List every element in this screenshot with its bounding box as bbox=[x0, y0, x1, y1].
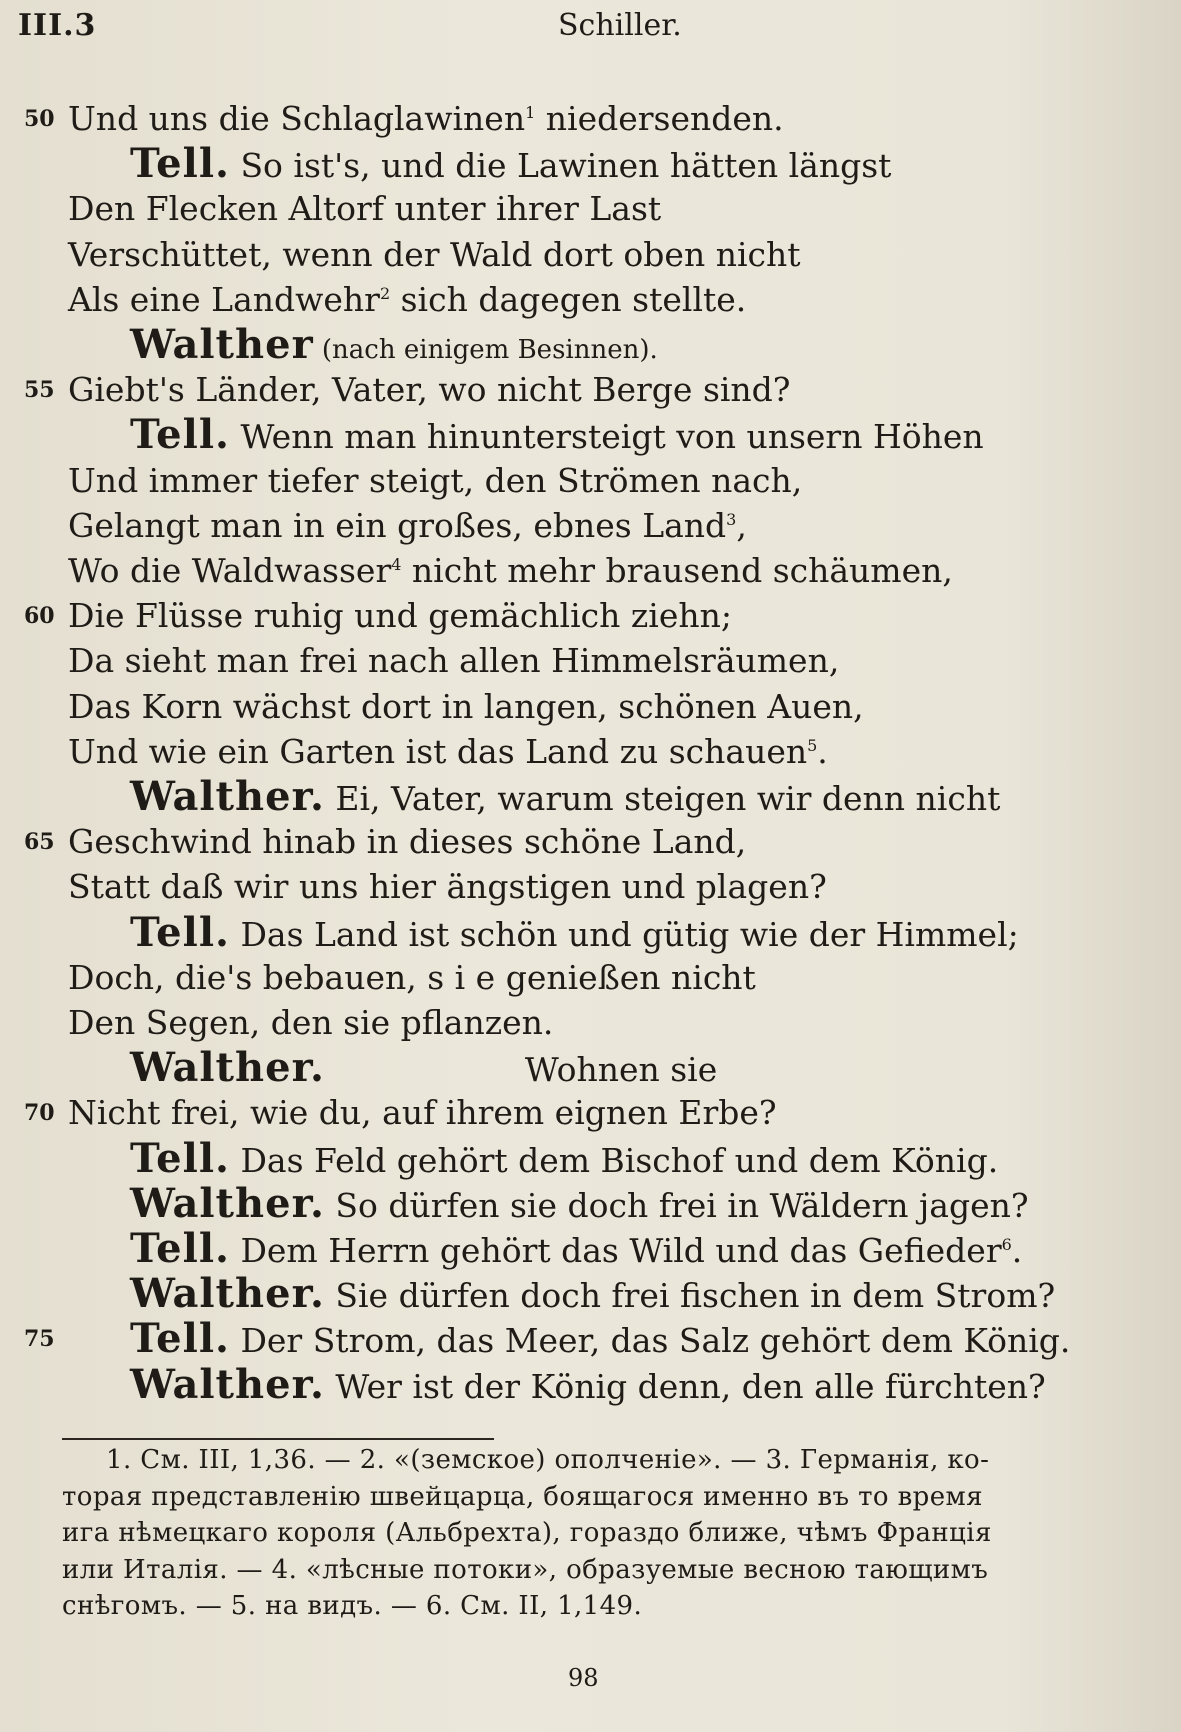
verse-line bbox=[130, 142, 891, 186]
verse-text: Wo die Waldwasser bbox=[68, 551, 392, 590]
verse-text: . bbox=[1011, 1231, 1023, 1270]
verse-line bbox=[130, 1182, 1029, 1226]
line-number: 50 bbox=[24, 106, 55, 132]
speaker-name: Tell. bbox=[130, 909, 230, 956]
verse-text: Den Segen, den sie pflanzen. bbox=[68, 1003, 554, 1042]
verse-line bbox=[130, 1227, 1022, 1271]
verse-text: Als eine Landwehr bbox=[68, 280, 380, 319]
verse-line bbox=[130, 911, 1019, 955]
line-number: 65 bbox=[24, 829, 55, 855]
verse-line bbox=[68, 187, 661, 231]
page-number: 98 bbox=[568, 1664, 599, 1692]
verse-text: Geschwind hinab in dieses schöne Land, bbox=[68, 822, 747, 861]
footnote-line: торая представленію швейцарца, боящагося именно въ то время bbox=[62, 1482, 983, 1512]
verse-line bbox=[130, 1137, 998, 1181]
speaker-name: Tell. bbox=[130, 1225, 230, 1272]
footnote-marker: 5 bbox=[807, 736, 818, 755]
verse-text: So ist's, und die Lawinen hätten längst bbox=[229, 146, 892, 185]
verse-line bbox=[68, 956, 756, 1000]
verse-text: Sie dürfen doch frei fischen in dem Strom? bbox=[324, 1276, 1056, 1315]
verse-text: Wenn man hinuntersteigt von unsern Höhen bbox=[229, 417, 984, 456]
speaker-name: Walther. bbox=[130, 1270, 325, 1317]
verse-line bbox=[130, 1272, 1055, 1316]
verse-text: Das Land ist schön und gütig wie der Himmel; bbox=[229, 915, 1019, 954]
verse-text: Giebt's Länder, Vater, wo nicht Berge sind? bbox=[68, 370, 791, 409]
verse-text: Wohnen sie bbox=[524, 1050, 718, 1089]
verse-line bbox=[68, 278, 746, 322]
footnote-marker: 1 bbox=[525, 103, 536, 122]
speaker-name: Walther bbox=[130, 321, 314, 368]
verse-text: . bbox=[817, 732, 828, 771]
speaker-name: Walther. bbox=[130, 1361, 325, 1408]
verse-text: nicht mehr brausend schäumen, bbox=[401, 551, 953, 590]
speaker-name: Walther. bbox=[130, 1044, 325, 1091]
verse-line bbox=[68, 368, 791, 412]
verse-text: Gelangt man in ein großes, ebnes Land bbox=[68, 506, 727, 545]
footnote-marker: 3 bbox=[726, 510, 737, 529]
verse-line bbox=[68, 685, 864, 729]
running-title: Schiller. bbox=[558, 8, 682, 43]
verse-text: sich dagegen stellte. bbox=[390, 280, 747, 319]
verse-text: Nicht frei, wie du, auf ihrem eignen Erbe? bbox=[68, 1093, 777, 1132]
verse-line bbox=[68, 549, 953, 593]
speaker-name: Tell. bbox=[130, 140, 230, 187]
speaker-name: Tell. bbox=[130, 411, 230, 458]
line-number: 70 bbox=[24, 1100, 55, 1126]
speaker-name: Walther. bbox=[130, 773, 325, 820]
footnote-rule bbox=[62, 1438, 494, 1440]
verse-text: Statt daß wir uns hier ängstigen und plagen? bbox=[68, 867, 827, 906]
verse-line bbox=[130, 323, 658, 367]
speaker-name: Walther. bbox=[130, 1180, 325, 1227]
verse-text: Wer ist der König denn, den alle fürchten? bbox=[324, 1367, 1046, 1406]
footnote-line: 1. См. III, 1,36. — 2. «(земское) ополченіе». — 3. Германія, ко- bbox=[106, 1445, 990, 1475]
verse-line bbox=[130, 775, 1000, 819]
verse-line bbox=[68, 97, 784, 141]
verse-text: Ei, Vater, warum steigen wir denn nicht bbox=[324, 779, 1001, 818]
footnote-line: или Италiя. — 4. «лѣсные потоки», образуемые весною тающимъ bbox=[62, 1555, 989, 1585]
verse-line bbox=[130, 413, 984, 457]
verse-line bbox=[68, 459, 802, 503]
verse-text: Und wie ein Garten ist das Land zu schauen bbox=[68, 732, 808, 771]
verse-text: Dem Herrn gehört das Wild und das Gefieder bbox=[229, 1231, 1002, 1270]
verse-line bbox=[130, 1317, 1070, 1361]
verse-line bbox=[130, 1046, 717, 1090]
running-header bbox=[18, 8, 1061, 48]
verse-line bbox=[68, 730, 828, 774]
verse-line bbox=[68, 504, 747, 548]
footnote-marker: 6 bbox=[1001, 1235, 1012, 1254]
verse-text: Doch, die's bebauen, s i e genießen nicht bbox=[68, 958, 756, 997]
verse-line bbox=[130, 1363, 1046, 1407]
verse-text: , bbox=[736, 506, 747, 545]
verse-text: Der Strom, das Meer, das Salz gehört dem König. bbox=[229, 1321, 1071, 1360]
speaker-name: Tell. bbox=[130, 1315, 230, 1362]
line-number: 75 bbox=[24, 1326, 55, 1352]
verse-text: Verschüttet, wenn der Wald dort oben nicht bbox=[68, 235, 801, 274]
verse-text: So dürfen sie doch frei in Wäldern jagen? bbox=[324, 1186, 1029, 1225]
verse-text: niedersenden. bbox=[535, 99, 784, 138]
section-number: III.3 bbox=[18, 8, 97, 43]
verse-text: Und immer tiefer steigt, den Strömen nach, bbox=[68, 461, 803, 500]
verse-text: Die Flüsse ruhig und gemächlich ziehn; bbox=[68, 596, 732, 635]
footnote-marker: 2 bbox=[379, 284, 391, 303]
stage-direction: (nach einigem Besinnen). bbox=[313, 335, 658, 365]
speaker-name: Tell. bbox=[130, 1135, 230, 1182]
verse-line bbox=[68, 233, 801, 277]
verse-line bbox=[68, 865, 827, 909]
verse-text: Da sieht man frei nach allen Himmelsräumen, bbox=[68, 641, 840, 680]
verse-text: Und uns die Schlaglawinen bbox=[68, 99, 526, 138]
line-number: 60 bbox=[24, 603, 55, 629]
footnote-line: ига нѣмецкаго короля (Альбрехта), гораздо ближе, чѣмъ Францiя bbox=[62, 1518, 992, 1548]
verse-line bbox=[68, 1091, 777, 1135]
verse-line bbox=[68, 594, 732, 638]
verse-text: Das Feld gehört dem Bischof und dem König. bbox=[229, 1141, 999, 1180]
verse-text: Den Flecken Altorf unter ihrer Last bbox=[68, 189, 662, 228]
verse-line bbox=[68, 1001, 553, 1045]
line-number: 55 bbox=[24, 377, 55, 403]
verse-line bbox=[68, 820, 746, 864]
footnote-line: снѣгомъ. — 5. на видъ. — 6. См. II, 1,149. bbox=[62, 1591, 643, 1621]
verse-text: Das Korn wächst dort in langen, schönen Auen, bbox=[68, 687, 864, 726]
footnote-marker: 4 bbox=[391, 555, 402, 574]
verse-line bbox=[68, 639, 839, 683]
